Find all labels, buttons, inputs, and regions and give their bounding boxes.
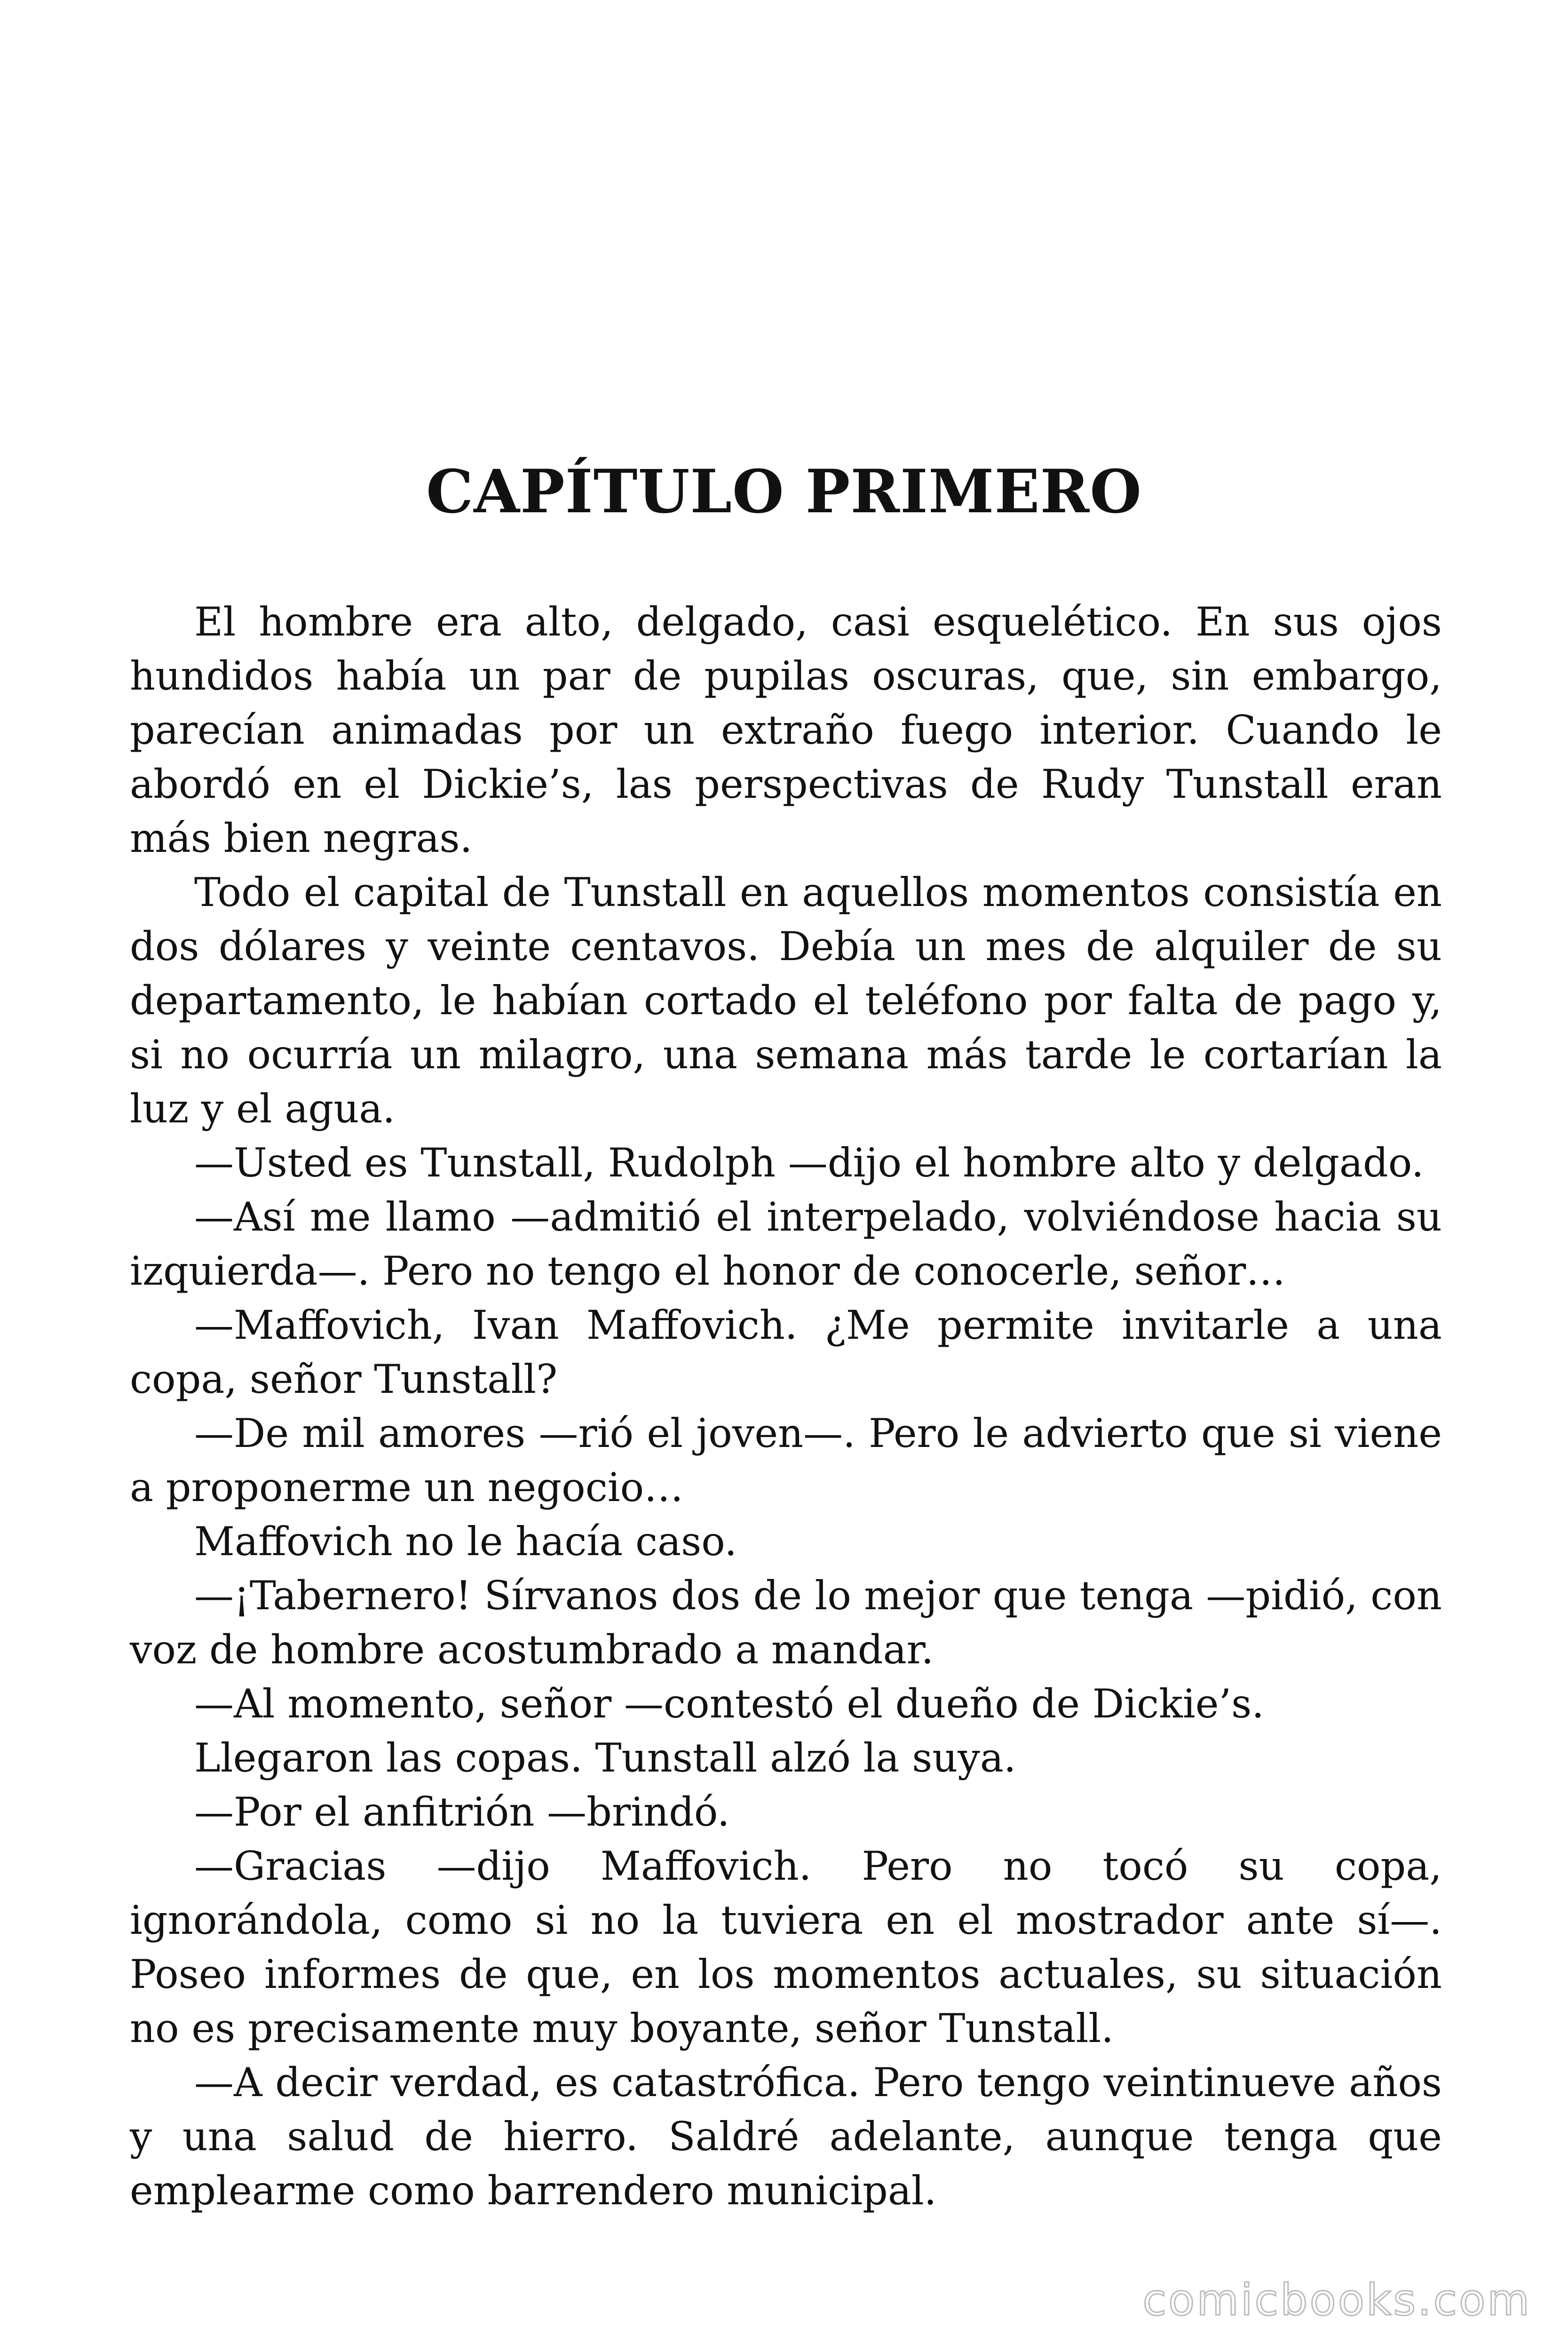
paragraph: Todo el capital de Tunstall en aquellos momentos consistía en dos dólares y veinte centavos. Debía un mes de alquiler de su departamento, le habían cortado el teléfono por falta de pago y, si no ocurría un milagro, una semana más tarde le cortarían la luz y el agua. bbox=[130, 869, 1442, 1132]
paragraph: —De mil amores —rió el joven—. Pero le advierto que si viene a proponerme un negocio… bbox=[130, 1410, 1442, 1510]
paragraph: —Gracias —dijo Maffovich. Pero no tocó su copa, ignorándola, como si no la tuviera en el mostrador ante sí—. Poseo informes de que, en los momentos actuales, su situación no es precisamente muy boyante, señor Tunstall. bbox=[130, 1843, 1442, 2051]
paragraph: —Usted es Tunstall, Rudolph —dijo el hombre alto y delgado. bbox=[194, 1140, 1424, 1186]
watermark: comicbooks.com bbox=[1142, 2275, 1531, 2325]
paragraph: —A decir verdad, es catastrófica. Pero tengo veintinueve años y una salud de hierro. Saldré adelante, aunque tenga que emplearme como barrendero municipal. bbox=[130, 2059, 1442, 2214]
paragraph: Maffovich no le hacía caso. bbox=[194, 1518, 737, 1565]
paragraph: —Así me llamo —admitió el interpelado, volviéndose hacia su izquierda—. Pero no tengo el honor de conocerle, señor… bbox=[130, 1194, 1442, 1294]
chapter-body bbox=[130, 595, 1442, 2218]
paragraph: El hombre era alto, delgado, casi esquelético. En sus ojos hundidos había un par de pupilas oscuras, que, sin embargo, parecían animadas por un extraño fuego interior. Cuando le abordó en el Dickie’s, las perspectivas de Rudy Tunstall eran más bien negras. bbox=[130, 599, 1442, 861]
paragraph: —Por el anfitrión —brindó. bbox=[194, 1789, 730, 1835]
chapter-title: CAPÍTULO PRIMERO bbox=[426, 457, 1142, 526]
paragraph: —Al momento, señor —contestó el dueño de Dickie’s. bbox=[194, 1681, 1264, 1727]
paragraph: Llegaron las copas. Tunstall alzó la suya. bbox=[194, 1735, 1016, 1781]
paragraph: —Maffovich, Ivan Maffovich. ¿Me permite invitarle a una copa, señor Tunstall? bbox=[130, 1302, 1442, 1402]
paragraph: —¡Tabernero! Sírvanos dos de lo mejor que tenga —pidió, con voz de hombre acostumbrado a mandar. bbox=[130, 1573, 1442, 1673]
